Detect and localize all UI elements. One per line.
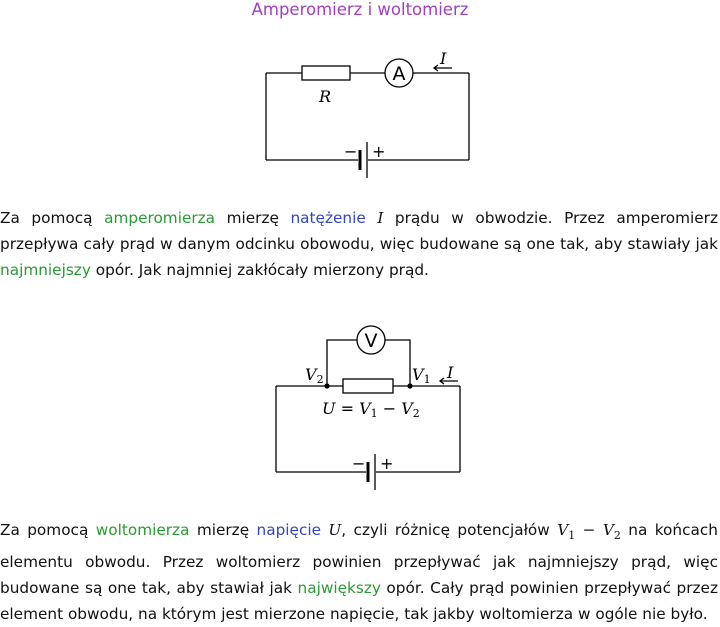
voltmeter-circuit-diagram [0,315,720,495]
math-minus: − [575,521,603,539]
keyword-woltomierza: woltomierza [95,521,190,539]
math-current-symbol: I [377,209,384,227]
battery-minus-sign: − [344,142,358,161]
resistor-symbol [302,66,350,80]
voltage-equation: U = V1 − V2 [322,399,420,420]
p1-text-3 [366,209,378,227]
p2-text-2: mierzę [189,521,257,539]
node-v1-label: V1 [412,365,431,386]
keyword-natezenie: natężenie [290,209,366,227]
p1-text-5: opór. Jak najmniej zakłócały mierzony prąd. [90,261,429,279]
voltmeter-letter: V [364,330,378,352]
ammeter-description [0,205,718,283]
resistor-label: R [319,87,332,106]
current-label: I [440,49,447,68]
p1-text-2: mierzę [215,209,291,227]
page-title: Amperomierz i woltomierz [251,0,469,19]
battery2-plus-sign: + [380,454,394,473]
math-v2-sub: 2 [613,529,621,543]
ammeter-circuit-diagram [0,40,720,180]
math-voltage-symbol: U [328,521,342,539]
keyword-amperomierza: amperomierza [104,209,216,227]
node-v2-label: V2 [305,365,324,386]
current-label-2: I [447,363,454,382]
voltmeter-description [0,517,718,627]
ammeter-letter: A [392,63,406,85]
math-v2: V [602,521,614,539]
p2-text-5: na końcach elementu obwodu. Przez woltomierz powinien przepływać jak najmniejszy prąd, więc budowane są one tak, aby stawiał jak [0,521,718,598]
node-v1-dot [407,383,412,388]
keyword-najwiekszy: największy [297,579,381,598]
keyword-najmniejszy: najmniejszy [0,261,91,279]
p2-text-4: , czyli różnicę potencjałów [341,521,558,539]
battery-symbol [360,142,367,178]
p2-text-1: Za pomocą [0,521,96,539]
p1-text-1: Za pomocą [0,209,105,227]
node-v2-dot [324,383,329,388]
p1-text-4: prądu w obwodzie. Przez amperomierz przepływa cały prąd w danym odcinku obowodu, więc budowane są one tak, aby stawiały jak [0,209,718,253]
p2-text-6: opór. Cały prąd powinien przepływać przez element obwodu, na którym jest mierzone napięcie, tak jakby woltomierza w ogóle nie było. [0,579,718,624]
math-v1-sub: 1 [568,529,576,543]
battery-plus-sign: + [372,142,386,161]
ammeter-symbol [385,59,413,87]
element-resistor-symbol [343,379,393,393]
math-v1: V [557,521,569,539]
battery-symbol-2 [368,454,375,490]
battery2-minus-sign: − [352,454,366,473]
keyword-napiecie: napięcie [256,521,322,539]
voltmeter-symbol [357,326,385,354]
